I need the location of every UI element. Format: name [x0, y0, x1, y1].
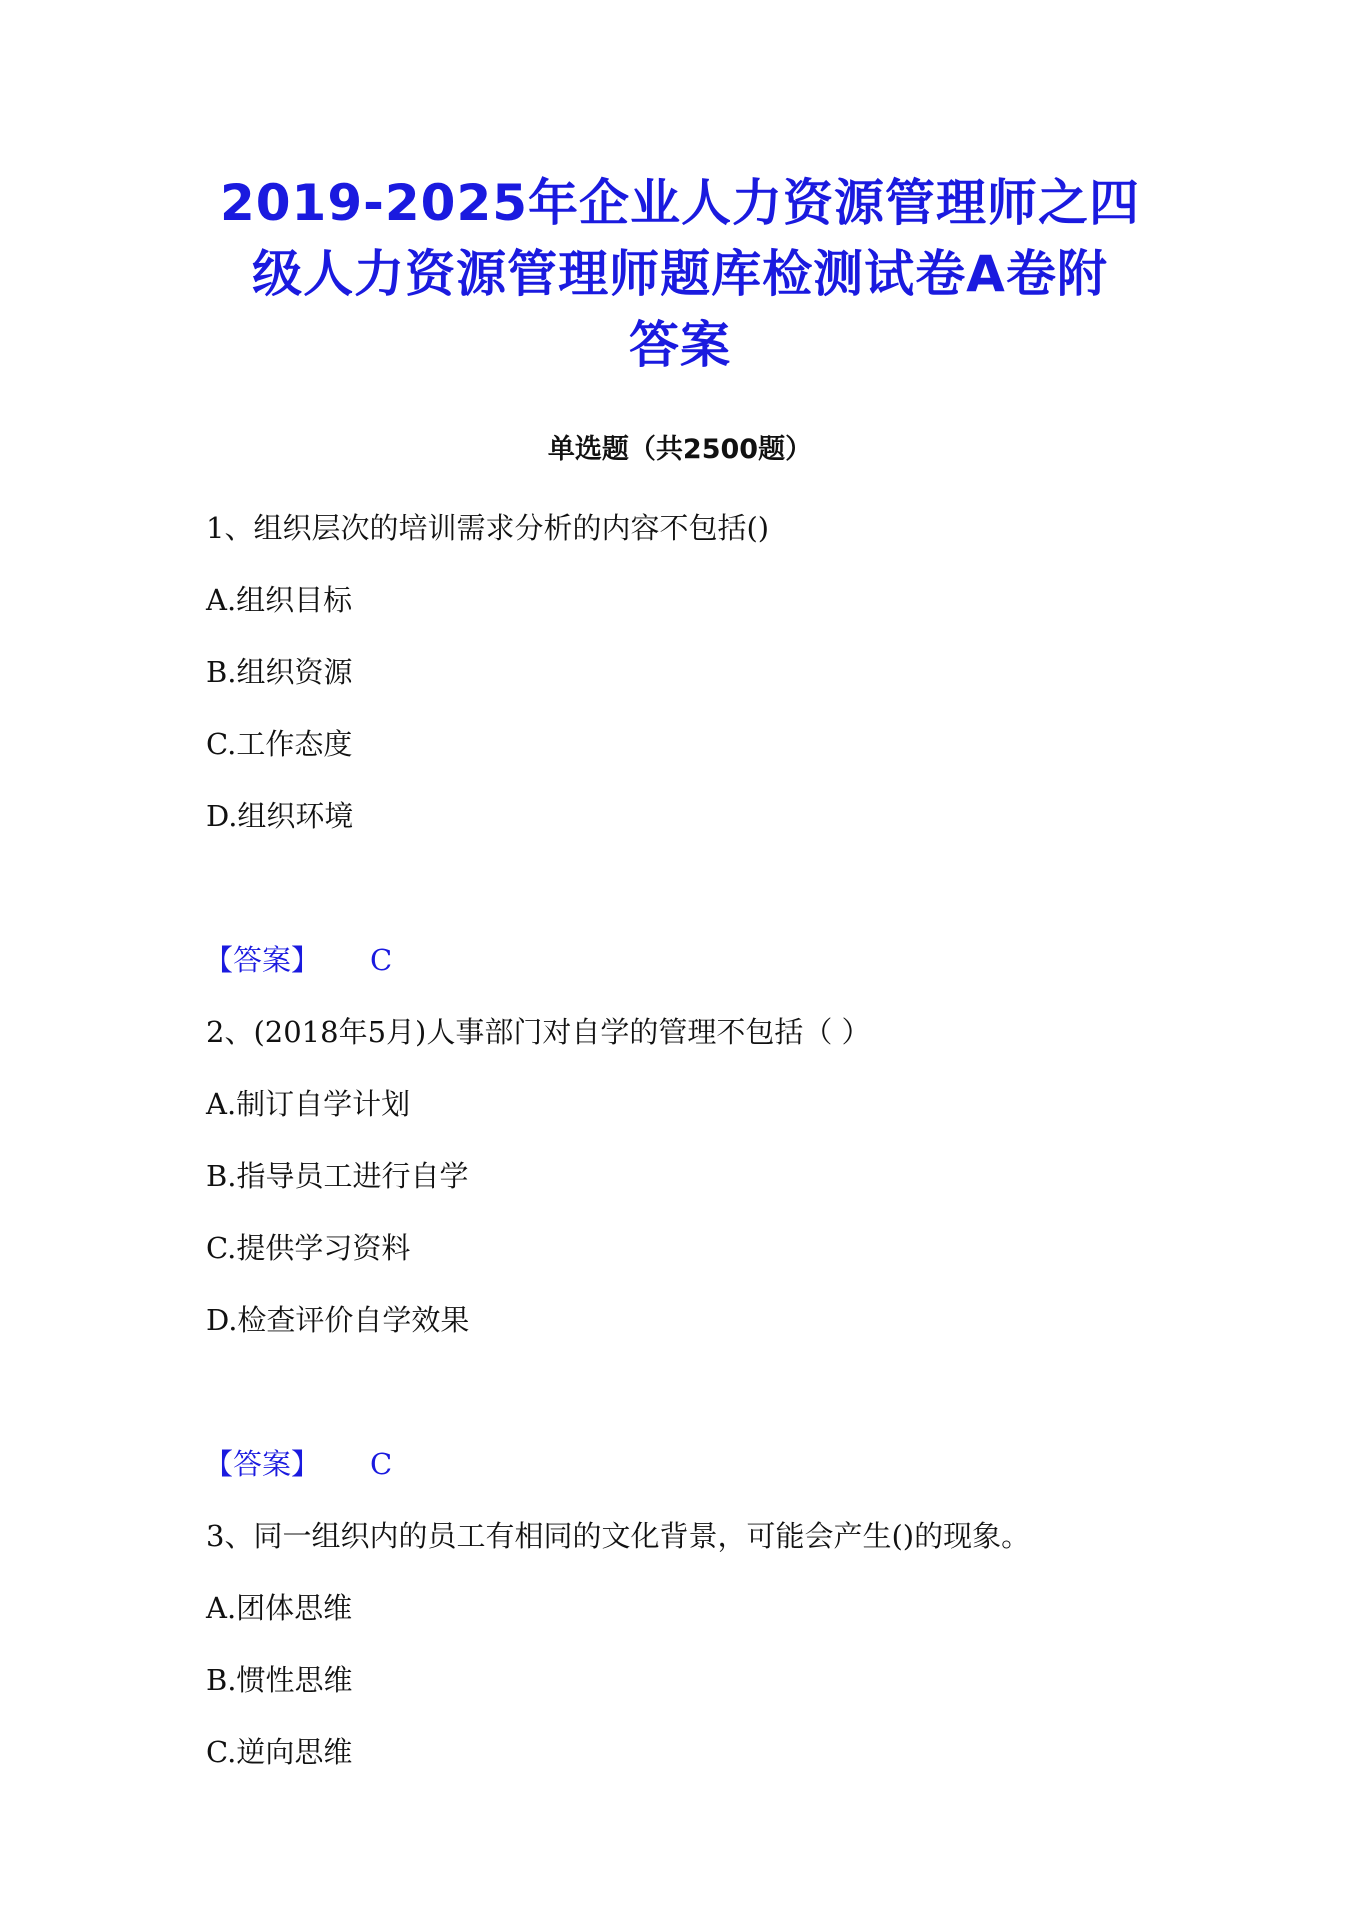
- question-option: C.工作态度: [206, 727, 353, 761]
- question-option: D.组织环境: [206, 799, 354, 833]
- question-option: B.组织资源: [206, 655, 353, 689]
- question-option: A.制订自学计划: [206, 1087, 411, 1121]
- question-option: C.逆向思维: [206, 1735, 353, 1769]
- question-option: A.组织目标: [206, 583, 353, 617]
- answer-label: 【答案】: [204, 943, 321, 977]
- answer-label: 【答案】: [204, 1447, 321, 1481]
- title-line: 级人力资源管理师题库检测试卷A卷附: [252, 245, 1108, 303]
- section-heading: 单选题（共2500题）: [547, 434, 813, 465]
- question-stem: 2、(2018年5月)人事部门对自学的管理不包括（ ）: [206, 1015, 871, 1049]
- question-stem: 3、同一组织内的员工有相同的文化背景，可能会产生()的现象。: [206, 1519, 1031, 1553]
- question-option: B.指导员工进行自学: [206, 1159, 469, 1193]
- answer-value: C: [370, 1447, 393, 1481]
- question-option: B.惯性思维: [206, 1663, 353, 1697]
- document-title: [200, 168, 1160, 381]
- title-line: 2019-2025年企业人力资源管理师之四: [219, 174, 1141, 232]
- answer-value: C: [370, 943, 393, 977]
- question-option: C.提供学习资料: [206, 1231, 411, 1265]
- question-stem: 1、组织层次的培训需求分析的内容不包括(): [206, 511, 770, 545]
- question-option: A.团体思维: [206, 1591, 353, 1625]
- answer-line: [204, 940, 392, 980]
- answer-line: [204, 1444, 392, 1484]
- question-option: D.检查评价自学效果: [206, 1303, 470, 1337]
- title-line: 答案: [629, 316, 731, 374]
